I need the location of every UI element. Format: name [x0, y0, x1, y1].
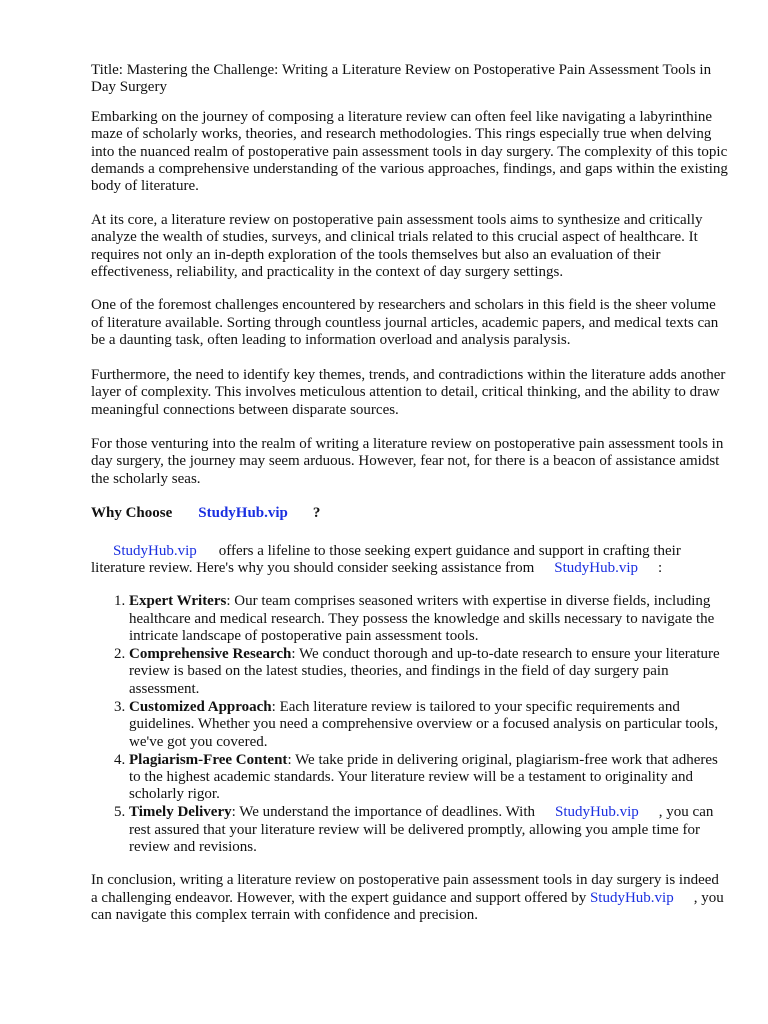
conclusion-text-after: , you can navigate this complex terrain with confidence and precision. [91, 889, 724, 924]
why-choose-prefix: Why Choose [91, 505, 173, 522]
document-title: Title: Mastering the Challenge: Writing a Literature Review on Postoperative Pain Assessment Tools in Day Surgery [91, 62, 712, 96]
list-item [129, 593, 728, 645]
list-item [129, 804, 728, 856]
reason-text: : Each literature review is tailored to your specific requirements and guidelines. Whether you need a comprehensive overview or a focused analysis on particular tools, we've got you covered. [129, 698, 719, 750]
reason-text: : Our team comprises seasoned writers with expertise in diverse fields, including healthcare and medical research. They possess the knowledge and skills necessary to navigate the intricate landscape of postoperative pain assessment tools. [129, 593, 715, 645]
reason-label: Plagiarism-Free Content [129, 751, 288, 768]
list-item [129, 646, 728, 698]
offer-colon: : [658, 559, 663, 576]
paragraph-challenges: One of the foremost challenges encountered by researchers and scholars in this field is the sheer volume of literature available. Sorting through countless journal articles, academic papers, and medical texts can be a daunting task, often leading to information overload and analysis paralysis. [91, 297, 719, 349]
why-choose-suffix: ? [312, 505, 321, 522]
studyhub-link-consider[interactable]: StudyHub.vip [554, 559, 639, 576]
paragraph-offer [91, 543, 728, 578]
reason-label: Timely Delivery [129, 804, 232, 821]
offer-text: offers a lifeline to those seeking expert guidance and support in crafting their literature review. Here's why you should consider seeking assistance from [91, 542, 681, 576]
list-item [129, 699, 728, 751]
paragraph-conclusion [91, 872, 728, 924]
why-choose-heading [91, 505, 728, 522]
reason-text: : We take pride in delivering original, plagiarism-free work that adheres to the highest academic standards. Your literature review will be a testament to originality and scholarly rigor. [129, 751, 718, 803]
reasons-list [91, 593, 728, 856]
list-item [129, 752, 728, 804]
paragraph-venturing: For those venturing into the realm of writing a literature review on postoperative pain assessment tools in day surgery, the journey may seem arduous. However, fear not, for there is a beacon of assistance amidst the scholarly seas. [91, 435, 724, 487]
paragraph-core: At its core, a literature review on postoperative pain assessment tools aims to synthesize and critically analyze the wealth of studies, surveys, and clinical trials related to this crucial aspect of healthcare. It requires not only an in-depth exploration of the tools themselves but also an evaluation of their effectiveness, reliability, and practicality in the context of day surgery settings. [91, 211, 703, 281]
studyhub-link-heading[interactable]: StudyHub.vip [198, 505, 288, 522]
paragraph-intro: Embarking on the journey of composing a literature review can often feel like navigating a labyrinthine maze of scholarly works, theories, and research methodologies. This rings especially true when delving into the nuanced realm of postoperative pain assessment tools in day surgery. The complexity of this topic demands a comprehensive understanding of the various approaches, findings, and gaps within the existing body of literature. [91, 108, 728, 195]
paragraph-complexity: Furthermore, the need to identify key themes, trends, and contradictions within the literature adds another layer of complexity. This involves meticulous attention to detail, critical thinking, and the ability to draw meaningful connections between disparate sources. [91, 366, 726, 418]
studyhub-link-delivery[interactable]: StudyHub.vip [555, 804, 639, 821]
studyhub-link-conclusion[interactable]: StudyHub.vip [589, 889, 674, 906]
reason-text: : We conduct thorough and up-to-date research to ensure your literature review is based on the latest studies, theories, and findings in the field of day surgery pain assessment. [129, 646, 720, 697]
conclusion-text: In conclusion, writing a literature review on postoperative pain assessment tools in day surgery is indeed a challenging endeavor. However, with the expert guidance and support offered by [91, 872, 719, 906]
reason-label: Expert Writers [129, 593, 227, 610]
reason-label: Comprehensive Research [129, 646, 292, 663]
reason-text-after: , you can rest assured that your literature review will be delivered promptly, allowing you ample time for review and revisions. [129, 804, 714, 856]
reason-label: Customized Approach [129, 698, 272, 715]
reason-text: : We understand the importance of deadlines. With [231, 804, 536, 821]
studyhub-link-offer[interactable]: StudyHub.vip [113, 542, 197, 559]
